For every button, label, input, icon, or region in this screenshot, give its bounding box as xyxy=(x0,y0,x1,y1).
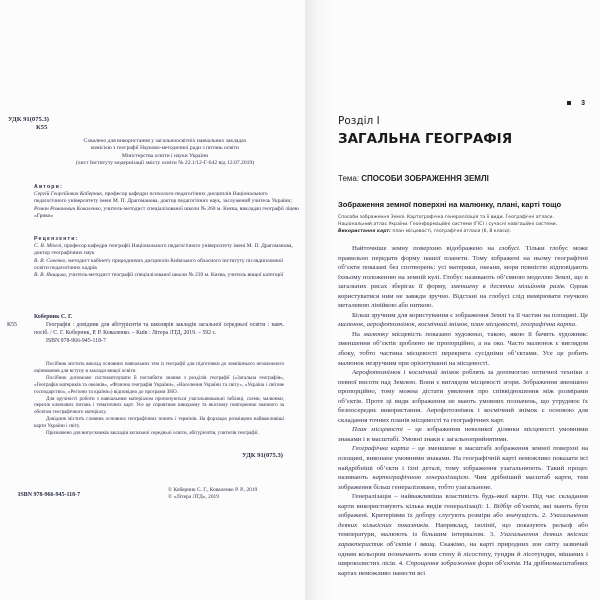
authors-block xyxy=(34,184,299,220)
udk-bottom: УДК 91(075.3) xyxy=(242,452,283,459)
paragraph-text: . Однак користуватися ним не завжди зручно. Відстані на глобусі слід вимірювати гнучкою металевою лінійкою або ниткою. xyxy=(338,283,588,310)
paragraph-text: Генералізація – найважливіша властивість будь-якої карти. Під час складання карти використовують кілька видів генералізації: 1. xyxy=(338,493,588,510)
author-entry xyxy=(34,191,299,205)
reviewers-block xyxy=(34,236,299,279)
book-description xyxy=(34,361,284,437)
reviewer-entry xyxy=(34,258,299,272)
paragraph-text: . Скажімо, на карті природних зон світу зазвичай одним кольором позначають зони степу й лісостепу, тундри й лісотундри, мішаних і широколистих лісів. 4. xyxy=(338,540,588,568)
paragraph-text: , які мають бути зображені. Критеріями їх добору слугують розміри або значущість. 2. xyxy=(338,502,588,520)
body-paragraph xyxy=(338,492,588,578)
body-paragraph xyxy=(338,311,588,330)
reviewer-name: В. В. Яницька xyxy=(34,272,66,279)
body-paragraph xyxy=(338,425,588,444)
bib-index: К55 xyxy=(7,322,18,328)
emphasized-term: Відбір об’єктів xyxy=(493,502,539,510)
emphasized-term: картографічною генералізацією xyxy=(372,474,469,482)
reviewer-name: В. В. Совенко xyxy=(34,257,66,264)
paragraph-text: . На дрібномасштабних картах неможливо нанести всі xyxy=(338,560,589,577)
emphasized-term: глобусі xyxy=(498,245,519,252)
authors-header: Автори: xyxy=(34,184,63,190)
paragraph-text: . Чим дрібніший масштаб карти, тим зображення більш генералізоване, тобто узагальнене. xyxy=(338,474,588,491)
copyright-line: © «Літера ЛТД», 2019 xyxy=(168,494,219,501)
emphasized-term: малюнок, аерофотознімок, космічний знімок, план місцевості, географічна карта xyxy=(338,321,576,329)
emphasized-term: зменшену в десятки мільйонів разів xyxy=(450,283,564,291)
description-paragraph: Для зручності роботи з навчальним матеріалом пропонуються узагальнювальні таблиці, схеми, малюнки, перелік ключових питань і тематичних карт. Усе це сприятиме швидкому та якісному повторенню значного за обсягом географічного матеріалу. xyxy=(34,395,284,416)
body-paragraph xyxy=(338,330,588,368)
author-details: , учитель-методист спеціалізованої школи № 260 м. Києва, викладач географії ліцею «Грико» xyxy=(34,205,299,219)
approval-line: Схвалено для використання у загальноосвітніх навчальних закладах xyxy=(83,138,247,144)
page-number-text: 3 xyxy=(581,100,585,107)
author-name: Сергій Георгійович Коберник xyxy=(34,191,102,198)
copyright xyxy=(168,487,257,502)
emphasized-term: Узагальнення деяких якісних характеристик об’єктів і явищ xyxy=(338,531,588,548)
reviewer-details: , професор кафедри географії Національного педагогічного університету імені М. П. Драгоманова, доктор географічних наук xyxy=(34,243,293,257)
page-number xyxy=(567,100,585,107)
copyright-line: © Коберник С. Г., Коваленко Р. Р., 2019 xyxy=(168,487,258,493)
author-details: , професор кафедри психолого-педагогічних дисциплін Національного педагогічного університету імені М. П. Драгоманова, доктор педагогічних наук, заслужений учитель України; xyxy=(34,191,292,205)
body-paragraph xyxy=(338,244,588,311)
paragraph-text: і xyxy=(400,369,409,377)
emphasized-term: Географічна карта xyxy=(352,445,409,453)
section-label: Розділ І xyxy=(338,115,380,127)
author-name: Роман Романович Коваленко xyxy=(34,205,101,212)
paragraph-text: – це зменшене в масштабі зображення земної поверхні на площині, виконане умовними знаками. На географічній карті неможливо показати всі найдрібніші об’єкти і їхні деталі, тому зображення узагальнюють. Такий процес називають xyxy=(338,445,588,482)
paragraph-text: роблять за допомогою оптичної техніки з певної висоти над Землею. Вони є виглядом місцевості згори. Зображення зменшено пропорційно, тому можна дістати уявлення про співвідношення між розмірами об’єктів. Проте ці види зображення не мають умовних позначень, що утруднює їх безпосереднє використання. Аерофотознімок і космічний знімок є основою для складання точних планів місцевості та географічних карт. xyxy=(338,369,588,424)
paragraph-text: – це зображення невеликої ділянки місцевості умовними знаками і в масштабі. Умовні знаки є загальноприйнятими. xyxy=(338,426,588,443)
square-bullet-icon xyxy=(567,101,571,105)
emphasized-term: Узагальнення деяких кількісних показників xyxy=(338,512,588,529)
maps-label: Використання карт: xyxy=(338,229,391,234)
reviewer-entry xyxy=(34,243,299,257)
reviewer-details: , учитель-методист географії спеціалізованої школи № 239 м. Києва, учитель вищої категорії xyxy=(65,272,284,279)
body-text xyxy=(338,244,588,578)
approval-line: (лист Інституту модернізації змісту освіти № 22.1/12-Г-642 від 12.07.2019) xyxy=(75,160,255,167)
udk-classification xyxy=(8,116,49,132)
description-paragraph: Призначено для випускників закладів загальної середньої освіти, абітурієнтів, учителів географії. xyxy=(46,430,259,437)
emphasized-term: План місцевості xyxy=(352,426,403,434)
description-paragraph: Посібник допоможе систематизувати й поглибити знання з розділів географії («Загальна географія», «Географія материків та океанів», «Фізична географія України», «Населення України та світу», «Україна і світове господарство», «Регіони та країни») відповідно до програми ЗНО. xyxy=(34,374,284,395)
paragraph-text: місцевість показано художньо, такою, якою її бачить художник: зменшення об’єктів зроблено не пропорційно, а на око. Часто малюнок є виглядом збоку, тобто частина місцевості перекрита сусідніми об’єктами. Усе це робить малюнок незручним при орієнтуванні на місцевості. xyxy=(338,330,588,367)
udk-code: УДК 91(075.3) xyxy=(8,116,49,123)
body-paragraph xyxy=(338,444,588,492)
bib-isbn: ISBN 978-966-945-118-7 xyxy=(46,338,106,344)
keywords-text: Способи зображення Землі. Картографічна генералізація та її види. Географічні атласи. Національний атлас України. Геоінформаційні системи (ГІС) і сучасні навігаційні системи. xyxy=(338,215,558,227)
keywords-block xyxy=(338,214,588,235)
reviewer-name: С. В. Міхелі xyxy=(34,243,62,250)
bib-text: Географія : довідник для абітурієнтів та школярів закладів загальної середньої освіти : навч. посіб. / С. Г. Коберник, Р. Р. Коваленко. – Київ : Літера ЛТД, 2019. – 592 с. xyxy=(34,322,284,336)
body-paragraph xyxy=(338,368,588,425)
approval-line: комісією з географії Науково-методичної ради з питань освіти xyxy=(90,145,240,152)
approval-notice xyxy=(30,138,300,168)
description-paragraph: Довідник містить словник основних географічних понять і термінів. На форзацах розміщено найважливіші карти України і світу. xyxy=(34,416,284,430)
topic-label: Тема: xyxy=(338,174,362,183)
reviewer-entry xyxy=(34,272,299,279)
paragraph-text: . Тільки глобус може правильно передати форму нашої планети. Тому зображені на ньому географічні об’єкти показані без спотворень: усі материки, океани, моря повністю відповідають їхньому положенню на земній кулі. Глобус називають об’ємною моделлю Землі, що в загальних рисах зберігає її форму, xyxy=(338,245,588,291)
author-entry xyxy=(34,206,299,220)
emphasized-term: Спрощення зображення форм об’єктів xyxy=(405,560,520,568)
paragraph-text: Більш зручним для користування є зображення Землі та її частин на площині. Це xyxy=(352,311,588,319)
bibliographic-record xyxy=(34,313,284,345)
author-index: К55 xyxy=(36,124,48,131)
paragraph-text: . xyxy=(575,321,577,329)
maps-text: план місцевості, географічні атласи (6, 8 класи). xyxy=(390,229,512,234)
emphasized-term: космічний знімок xyxy=(408,369,460,377)
isbn: ISBN 978-966-945-118-7 xyxy=(18,492,81,498)
paragraph-text: Найточніше земну поверхню відображено на xyxy=(352,245,499,252)
chapter-title: ЗАГАЛЬНА ГЕОГРАФІЯ xyxy=(338,131,513,147)
paragraph-text: . Наприклад, ізолінії, що показують рельєф або температури, малюють із більшим інтервалом. 3. xyxy=(338,521,588,539)
emphasized-term: малюнку xyxy=(363,330,389,338)
emphasized-term: Аерофотознімок xyxy=(352,369,401,377)
approval-line: Міністерства освіти і науки України xyxy=(121,152,209,159)
paragraph-text: На xyxy=(352,330,364,338)
reviewers-header: Рецензенти: xyxy=(34,236,79,242)
topic-heading xyxy=(338,174,489,183)
topic-title: СПОСОБИ ЗОБРАЖЕННЯ ЗЕМЛІ xyxy=(361,174,489,183)
reviewer-details: , методист кабінету природничих дисциплін Київського обласного інституту післядипломної освіти педагогічних кадрів xyxy=(34,257,283,271)
bib-author: Коберник С. Г. xyxy=(34,314,73,320)
description-paragraph: Посібник містить виклад основних навчальних тем із географії для підготовки до зовнішнього незалежного оцінювання для вступу в заклади вищої освіти. xyxy=(34,361,284,374)
subheading: Зображення земної поверхні на малюнку, плані, карті тощо xyxy=(338,200,562,209)
